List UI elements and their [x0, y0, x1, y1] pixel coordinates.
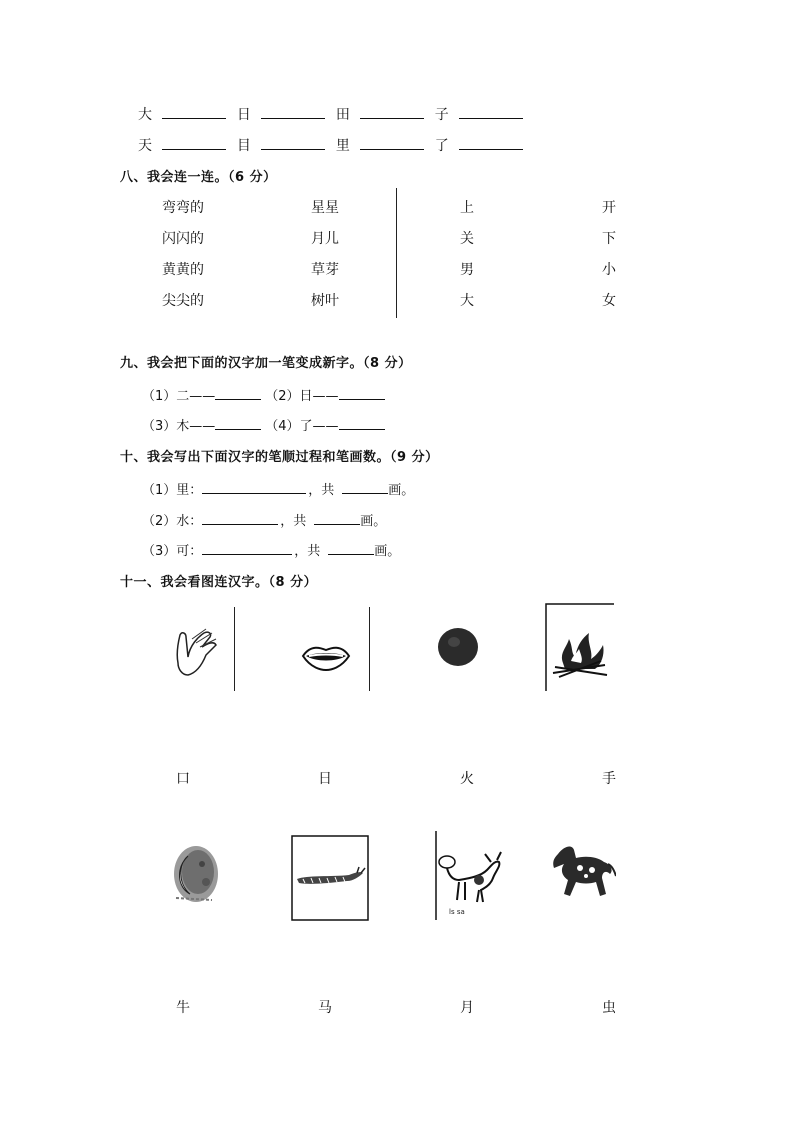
char: 田 [335, 107, 350, 123]
section-8-title: 八、我会连一连。（6 分） [120, 170, 277, 185]
target-char[interactable]: 日 [318, 771, 332, 787]
char: 了 [434, 138, 449, 154]
answer-blank[interactable] [360, 105, 424, 119]
stroke-order-blank[interactable] [202, 541, 292, 555]
sec9-row-1 [142, 385, 385, 404]
match-item[interactable]: 开 [602, 200, 616, 216]
match-right-col1 [460, 197, 474, 321]
horse-icon[interactable] [548, 840, 616, 906]
answer-blank[interactable] [459, 136, 523, 150]
hand-icon[interactable] [172, 625, 220, 679]
match-item[interactable]: 小 [602, 262, 616, 278]
sun-icon[interactable] [437, 627, 479, 667]
answer-blank[interactable] [339, 386, 385, 400]
sec10-row-2 [142, 510, 386, 529]
target-char[interactable]: 牛 [176, 1000, 190, 1016]
target-char[interactable]: 马 [318, 1000, 332, 1016]
char: 大 [138, 107, 152, 123]
match-item[interactable]: 大 [460, 293, 474, 309]
target-char[interactable]: 虫 [602, 1000, 616, 1016]
question-label: （1）里： [142, 483, 203, 498]
question-label: （3）可： [142, 544, 203, 559]
match-item[interactable]: 月儿 [311, 231, 339, 247]
answer-blank[interactable] [162, 105, 226, 119]
sec10-row-1 [142, 479, 414, 498]
match-right-col2 [602, 197, 616, 321]
column-divider [396, 188, 397, 318]
question-text: 画。 [360, 514, 387, 529]
fire-icon[interactable] [545, 603, 615, 691]
section-11-title: 十一、我会看图连汉字。（8 分） [120, 575, 318, 590]
char: 天 [138, 138, 152, 154]
moon-icon[interactable] [166, 842, 220, 908]
stroke-count-blank[interactable] [342, 480, 388, 494]
char: 子 [434, 107, 449, 123]
match-item[interactable]: 男 [460, 262, 474, 278]
stroke-count-blank[interactable] [314, 511, 360, 525]
sec9-row-2 [142, 415, 385, 434]
question-label: （2）日—— [265, 389, 339, 404]
target-char[interactable]: 手 [602, 771, 616, 787]
char: 目 [236, 138, 251, 154]
match-item[interactable]: 树叶 [311, 293, 339, 309]
question-text: ，共 [308, 483, 335, 498]
match-item[interactable]: 女 [602, 293, 616, 309]
top-row-2 [138, 135, 529, 155]
worm-icon[interactable] [291, 835, 369, 921]
mouth-icon[interactable] [301, 642, 351, 672]
question-label: （1）二—— [142, 389, 216, 404]
char: 里 [335, 138, 350, 154]
answer-blank[interactable] [261, 136, 325, 150]
svg-text:ls sa: ls sa [449, 908, 465, 916]
question-text: 画。 [374, 544, 401, 559]
question-label: （4）了—— [265, 419, 339, 434]
match-item[interactable]: 关 [460, 231, 474, 247]
picture-divider [234, 607, 235, 691]
stroke-order-blank[interactable] [202, 480, 306, 494]
stroke-order-blank[interactable] [202, 511, 278, 525]
match-left-col1 [162, 197, 204, 321]
picture-divider [369, 607, 370, 691]
target-char[interactable]: 火 [460, 771, 474, 787]
match-item[interactable]: 下 [602, 231, 616, 247]
answer-blank[interactable] [215, 386, 261, 400]
top-row-1 [138, 104, 529, 124]
answer-blank[interactable] [162, 136, 226, 150]
stroke-count-blank[interactable] [328, 541, 374, 555]
answer-blank[interactable] [459, 105, 523, 119]
answer-blank[interactable] [360, 136, 424, 150]
answer-blank[interactable] [215, 416, 261, 430]
match-item[interactable]: 黄黄的 [162, 262, 204, 278]
ox-icon[interactable] [435, 830, 505, 920]
question-label: （3）木—— [142, 419, 216, 434]
match-item[interactable]: 闪闪的 [162, 231, 204, 247]
char: 日 [236, 107, 251, 123]
match-item[interactable]: 尖尖的 [162, 293, 204, 309]
match-item[interactable]: 上 [460, 200, 474, 216]
match-item[interactable]: 弯弯的 [162, 200, 204, 216]
section-10-title: 十、我会写出下面汉字的笔顺过程和笔画数。（9 分） [120, 450, 439, 465]
sec10-row-3 [142, 540, 400, 559]
question-label: （2）水： [142, 514, 203, 529]
question-text: ，共 [294, 544, 321, 559]
question-text: ，共 [280, 514, 307, 529]
section-9-title: 九、我会把下面的汉字加一笔变成新字。（8 分） [120, 356, 412, 371]
target-char[interactable]: 月 [460, 1000, 474, 1016]
answer-blank[interactable] [339, 416, 385, 430]
answer-blank[interactable] [261, 105, 325, 119]
match-item[interactable]: 星星 [311, 200, 339, 216]
target-char[interactable]: 口 [176, 771, 190, 787]
match-item[interactable]: 草芽 [311, 262, 339, 278]
question-text: 画。 [388, 483, 415, 498]
match-left-col2 [311, 197, 339, 321]
